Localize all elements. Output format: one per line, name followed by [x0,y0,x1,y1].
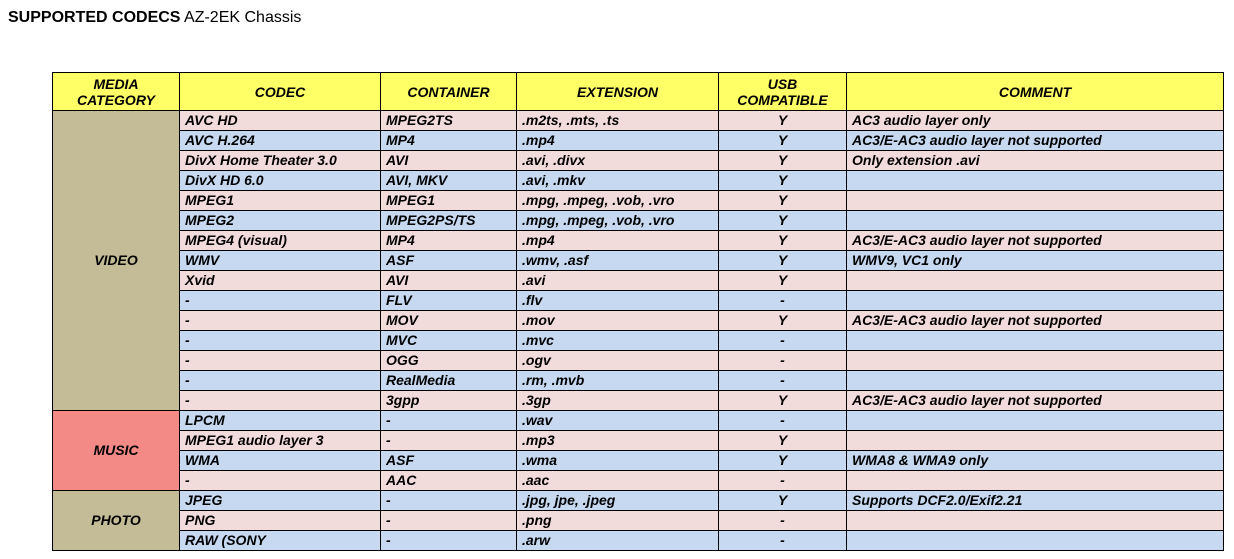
extension-cell: .wma [517,451,719,471]
container-cell: FLV [381,291,517,311]
header-container: CONTAINER [381,73,517,111]
extension-cell: .mp3 [517,431,719,451]
usb-compatible-cell: Y [719,111,847,131]
container-cell: AVI, MKV [381,171,517,191]
table-row [53,451,1224,471]
codec-cell: AVC H.264 [180,131,381,151]
header-row [53,73,1224,111]
table-row [53,431,1224,451]
table-row [53,171,1224,191]
container-cell: AAC [381,471,517,491]
codec-cell: WMA [180,451,381,471]
comment-cell [847,531,1224,551]
usb-compatible-cell: - [719,291,847,311]
codec-cell: PNG [180,511,381,531]
table-body [53,111,1224,551]
codec-cell: DivX Home Theater 3.0 [180,151,381,171]
document-title-bold: SUPPORTED CODECS [8,9,181,26]
table-row [53,311,1224,331]
comment-cell: AC3/E-AC3 audio layer not supported [847,231,1224,251]
table-row [53,491,1224,511]
container-cell: AVI [381,151,517,171]
table-row [53,231,1224,251]
document-title [8,9,301,27]
codec-cell: - [180,471,381,491]
container-cell: MPEG2PS/TS [381,211,517,231]
codec-cell: MPEG2 [180,211,381,231]
extension-cell: .arw [517,531,719,551]
table-row [53,191,1224,211]
usb-compatible-cell: - [719,471,847,491]
comment-cell [847,291,1224,311]
container-cell: - [381,431,517,451]
extension-cell: .m2ts, .mts, .ts [517,111,719,131]
codec-cell: DivX HD 6.0 [180,171,381,191]
usb-compatible-cell: Y [719,451,847,471]
table-row [53,351,1224,371]
header-codec: CODEC [180,73,381,111]
usb-compatible-cell: - [719,371,847,391]
codec-cell: JPEG [180,491,381,511]
container-cell: AVI [381,271,517,291]
container-cell: ASF [381,451,517,471]
codec-cell: LPCM [180,411,381,431]
comment-cell: Only extension .avi [847,151,1224,171]
comment-cell [847,271,1224,291]
usb-compatible-cell: Y [719,211,847,231]
extension-cell: .avi, .mkv [517,171,719,191]
table-row [53,271,1224,291]
container-cell: 3gpp [381,391,517,411]
extension-cell: .mp4 [517,231,719,251]
container-cell: - [381,511,517,531]
header-usb-compatible: USB COMPATIBLE [719,73,847,111]
supported-codecs-table [52,72,1224,551]
container-cell: RealMedia [381,371,517,391]
comment-cell [847,351,1224,371]
extension-cell: .aac [517,471,719,491]
codec-cell: - [180,291,381,311]
usb-compatible-cell: Y [719,251,847,271]
usb-compatible-cell: - [719,351,847,371]
table-row [53,211,1224,231]
comment-cell: WMV9, VC1 only [847,251,1224,271]
extension-cell: .rm, .mvb [517,371,719,391]
table-row [53,331,1224,351]
extension-cell: .avi [517,271,719,291]
category-cell-video: VIDEO [53,111,180,411]
container-cell: MPEG2TS [381,111,517,131]
extension-cell: .wav [517,411,719,431]
container-cell: - [381,411,517,431]
usb-compatible-cell: Y [719,431,847,451]
usb-compatible-cell: - [719,331,847,351]
container-cell: OGG [381,351,517,371]
comment-cell [847,191,1224,211]
comment-cell [847,511,1224,531]
header-extension: EXTENSION [517,73,719,111]
usb-compatible-cell: Y [719,271,847,291]
extension-cell: .3gp [517,391,719,411]
container-cell: MPEG1 [381,191,517,211]
extension-cell: .mvc [517,331,719,351]
extension-cell: .flv [517,291,719,311]
comment-cell [847,431,1224,451]
table-row [53,131,1224,151]
usb-compatible-cell: Y [719,131,847,151]
container-cell: MP4 [381,131,517,151]
extension-cell: .mpg, .mpeg, .vob, .vro [517,191,719,211]
usb-compatible-cell: Y [719,231,847,251]
extension-cell: .ogv [517,351,719,371]
codec-cell: MPEG1 [180,191,381,211]
comment-cell [847,171,1224,191]
comment-cell: AC3/E-AC3 audio layer not supported [847,391,1224,411]
comment-cell [847,371,1224,391]
comment-cell [847,331,1224,351]
table-row [53,371,1224,391]
comment-cell [847,211,1224,231]
extension-cell: .avi, .divx [517,151,719,171]
table-row [53,391,1224,411]
table-row [53,251,1224,271]
table-row [53,111,1224,131]
comment-cell [847,471,1224,491]
usb-compatible-cell: Y [719,191,847,211]
codec-cell: - [180,331,381,351]
usb-compatible-cell: Y [719,391,847,411]
table-row [53,151,1224,171]
comment-cell: WMA8 & WMA9 only [847,451,1224,471]
container-cell: MVC [381,331,517,351]
extension-cell: .mpg, .mpeg, .vob, .vro [517,211,719,231]
header-media-category: MEDIA CATEGORY [53,73,180,111]
comment-cell [847,411,1224,431]
extension-cell: .mp4 [517,131,719,151]
usb-compatible-cell: Y [719,151,847,171]
codec-cell: WMV [180,251,381,271]
codec-cell: - [180,371,381,391]
category-cell-music: MUSIC [53,411,180,491]
container-cell: - [381,491,517,511]
container-cell: MOV [381,311,517,331]
container-cell: - [381,531,517,551]
table-row [53,291,1224,311]
extension-cell: .png [517,511,719,531]
extension-cell: .jpg, jpe, .jpeg [517,491,719,511]
table-row [53,511,1224,531]
table-row [53,471,1224,491]
codec-cell: - [180,351,381,371]
table-row [53,411,1224,431]
category-cell-photo: PHOTO [53,491,180,551]
codec-cell: - [180,311,381,331]
usb-compatible-cell: Y [719,171,847,191]
document-title-chassis: AZ-2EK Chassis [180,9,302,26]
codec-cell: MPEG4 (visual) [180,231,381,251]
usb-compatible-cell: Y [719,311,847,331]
usb-compatible-cell: - [719,531,847,551]
comment-cell: AC3/E-AC3 audio layer not supported [847,311,1224,331]
comment-cell: AC3 audio layer only [847,111,1224,131]
extension-cell: .wmv, .asf [517,251,719,271]
usb-compatible-cell: Y [719,491,847,511]
container-cell: ASF [381,251,517,271]
usb-compatible-cell: - [719,411,847,431]
codec-cell: AVC HD [180,111,381,131]
comment-cell: AC3/E-AC3 audio layer not supported [847,131,1224,151]
table-row [53,531,1224,551]
container-cell: MP4 [381,231,517,251]
extension-cell: .mov [517,311,719,331]
comment-cell: Supports DCF2.0/Exif2.21 [847,491,1224,511]
codec-cell: RAW (SONY [180,531,381,551]
codec-cell: MPEG1 audio layer 3 [180,431,381,451]
codec-cell: Xvid [180,271,381,291]
header-comment: COMMENT [847,73,1224,111]
usb-compatible-cell: - [719,511,847,531]
codec-cell: - [180,391,381,411]
